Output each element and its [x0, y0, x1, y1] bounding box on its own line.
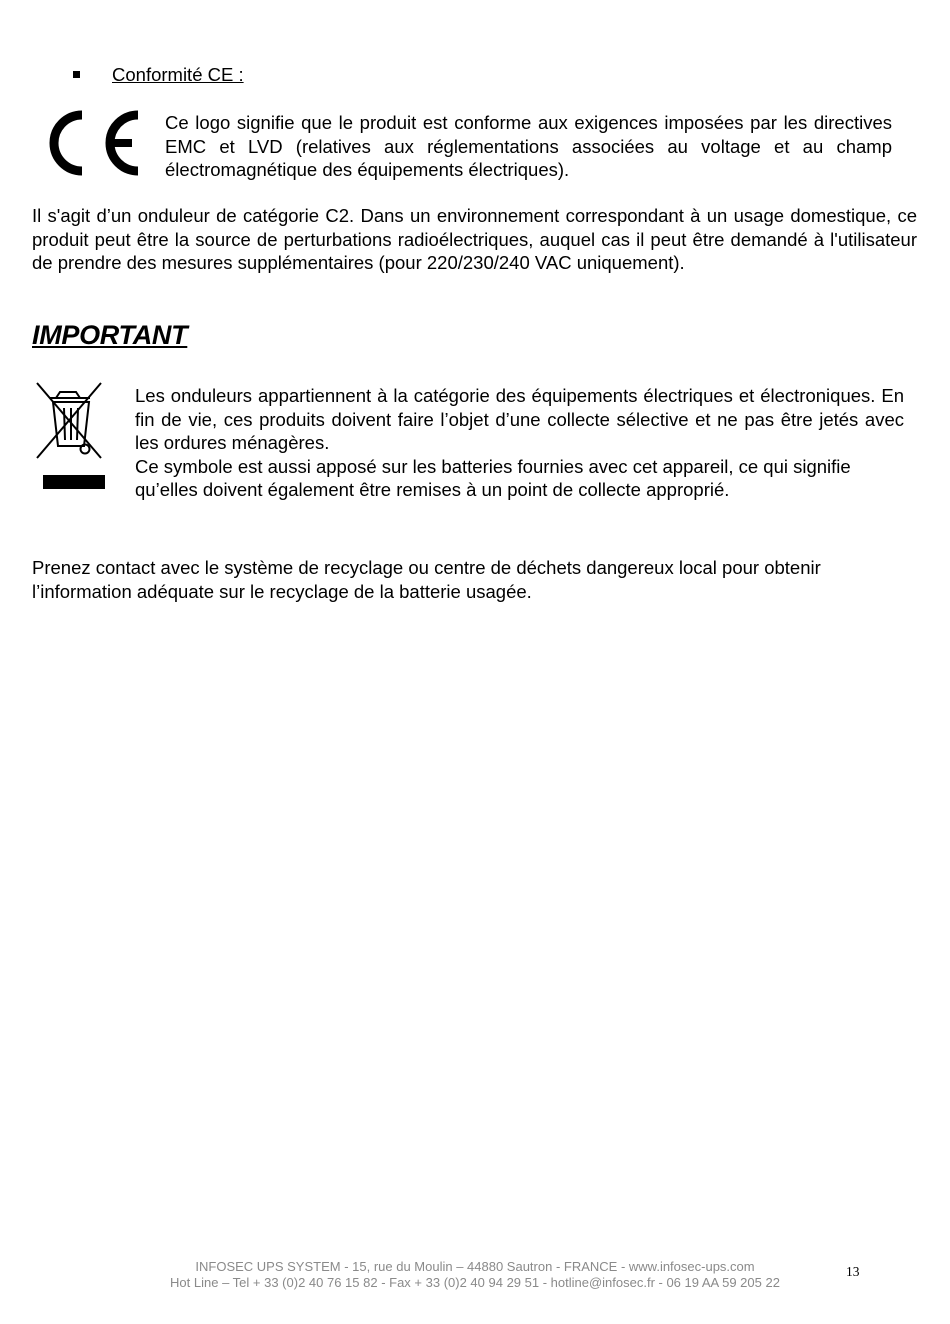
ce-section-heading: Conformité CE : — [112, 64, 244, 85]
bullet-square — [73, 71, 80, 78]
ce-mark-icon — [42, 107, 142, 179]
page-number: 13 — [846, 1264, 860, 1279]
weee-description — [135, 384, 904, 502]
weee-paragraph-2: Ce symbole est aussi apposé sur les batteries fournies avec cet appareil, ce qui signifie qu’elles doivent également être remises à un point de collecte approprié. — [135, 455, 851, 500]
crossed-out-wheelie-bin-icon — [34, 380, 106, 490]
footer-address-line: INFOSEC UPS SYSTEM - 15, rue du Moulin – 44880 Sautron - FRANCE - www.infosec-ups.com — [195, 1259, 755, 1274]
important-heading: IMPORTANT — [32, 320, 188, 350]
footer-contact-line: Hot Line – Tel + 33 (0)2 40 76 15 82 - Fax + 33 (0)2 40 94 29 51 - hotline@infosec.fr - 06 19 AA 59 205 22 — [170, 1274, 780, 1290]
category-c2-paragraph: Il s'agit d’un onduleur de catégorie C2. Dans un environnement correspondant à un usage domestique, ce produit peut être la source de perturbations radioélectriques, auquel cas il peut être demandé à l'utilisateur de prendre des mesures supplémentaires (pour 220/230/240 VAC uniquement). — [32, 205, 917, 273]
recycling-contact-paragraph: Prenez contact avec le système de recyclage ou centre de déchets dangereux local pour obtenir l’information adéquate sur le recyclage de la batterie usagée. — [32, 557, 821, 602]
weee-paragraph-1: Les onduleurs appartiennent à la catégorie des équipements électriques et électroniques. En fin de vie, ces produits doivent faire l’objet d’une collecte sélective et ne pas être jetés avec les ordures ménagères. — [135, 385, 904, 453]
page-footer — [0, 1259, 950, 1290]
ce-description: Ce logo signifie que le produit est conforme aux exigences imposées par les directives EMC et LVD (relatives aux réglementations associées au voltage et au champ électromagnétique des équipements électriques). — [165, 112, 892, 180]
